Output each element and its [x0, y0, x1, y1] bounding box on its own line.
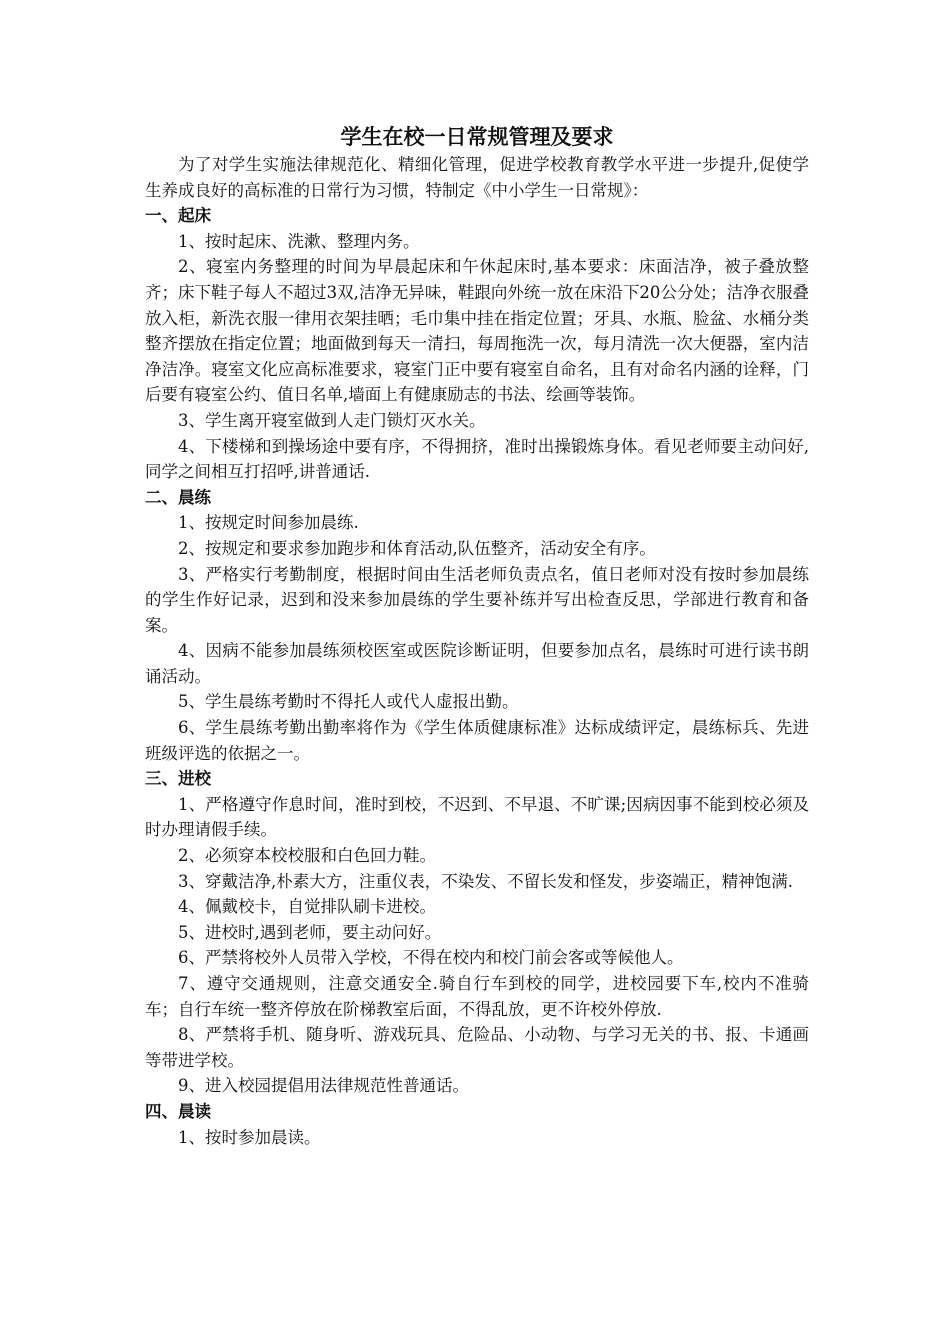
section-heading: 一、起床 — [145, 206, 211, 226]
list-item: 4、因病不能参加晨练须校医室或医院诊断证明，但要参加点名，晨练时可进行读书朗诵活动。 — [145, 641, 809, 686]
list-item: 8、严禁将手机、随身听、游戏玩具、危险品、小动物、与学习无关的书、报、卡通画等带进学校。 — [145, 1025, 809, 1070]
section-morning-exercise — [145, 485, 809, 767]
list-item: 1、严格遵守作息时间，准时到校，不迟到、不早退、不旷课;因病因事不能到校必须及时办理请假手续。 — [145, 794, 809, 840]
list-item: 1、按规定时间参加晨练. — [178, 513, 359, 533]
section-heading: 四、晨读 — [145, 1101, 211, 1121]
section-heading: 三、进校 — [145, 769, 211, 789]
document-title: 学生在校一日常规管理及要求 — [340, 125, 614, 149]
list-item: 7、遵守交通规则，注意交通安全.骑自行车到校的同学，进校园要下车,校内不准骑车；自行车统一整齐停放在阶梯教室后面，不得乱放，更不许校外停放. — [145, 974, 809, 1019]
section-wake-up — [145, 203, 809, 485]
list-item: 2、按规定和要求参加跑步和体育活动,队伍整齐，活动安全有序。 — [178, 538, 656, 558]
list-item: 5、进校时,遇到老师，要主动问好。 — [178, 922, 442, 942]
section-morning-reading — [145, 1099, 809, 1150]
intro-paragraph: 为了对学生实施法律规范化、精细化管理，促进学校教育教学水平进一步提升,促使学生养成良好的高标准的日常行为习惯，特制定《中小学生一日常规》： — [145, 155, 809, 200]
list-item: 2、必须穿本校校服和白色回力鞋。 — [178, 846, 436, 866]
list-item: 4、下楼梯和到操场途中要有序，不得拥挤，准时出操锻炼身体。看见老师要主动问好,同学之间相互打招呼,讲普通话. — [145, 436, 809, 482]
section-heading: 二、晨练 — [145, 487, 211, 507]
list-item: 1、按时参加晨读。 — [178, 1127, 321, 1147]
list-item: 1、按时起床、洗漱、整理内务。 — [178, 231, 420, 251]
list-item: 3、严格实行考勤制度，根据时间由生活老师负责点名，值日老师对没有按时参加晨练的学生作好记录，迟到和没来参加晨练的学生要补练并写出检查反思，学部进行教育和备案。 — [145, 564, 809, 635]
list-item: 4、佩戴校卡，自觉排队刷卡进校。 — [178, 897, 436, 917]
list-item: 6、学生晨练考勤出勤率将作为《学生体质健康标准》达标成绩评定，晨练标兵、先进班级评选的依据之一。 — [145, 718, 809, 763]
section-entering-school — [145, 766, 809, 1099]
document-page — [145, 122, 809, 1150]
list-item: 2、寝室内务整理的时间为早晨起床和午休起床时,基本要求：床面洁净，被子叠放整齐；床下鞋子每人不超过3双,洁净无异味，鞋跟向外统一放在床沿下20公分处；洁净衣服叠放入柜，新洗衣服一律用衣架挂晒；毛巾集中挂在指定位置；牙具、水瓶、脸盆、水桶分类整齐摆放在指定位置；地面做到每天一清扫，每周拖洗一次，每月清洗一次大便器，室内洁净洁净。寝室文化应高标准要求，寝室门正中要有寝室自命名，且有对命名内涵的诠释，门后要有寝室公约、值日名单,墙面上有健康励志的书法、绘画等装饰。 — [145, 257, 809, 405]
list-item: 3、学生离开寝室做到人走门锁灯灭水关。 — [178, 410, 486, 430]
list-item: 9、进入校园提倡用法律规范性普通话。 — [178, 1076, 469, 1096]
list-item: 5、学生晨练考勤时不得托人或代人虚报出勤。 — [178, 692, 519, 712]
list-item: 3、穿戴洁净,朴素大方，注重仪表，不染发、不留长发和怪发，步姿端正，精神饱满. — [178, 871, 793, 891]
list-item: 6、严禁将校外人员带入学校，不得在校内和校门前会客或等候他人。 — [178, 948, 684, 968]
